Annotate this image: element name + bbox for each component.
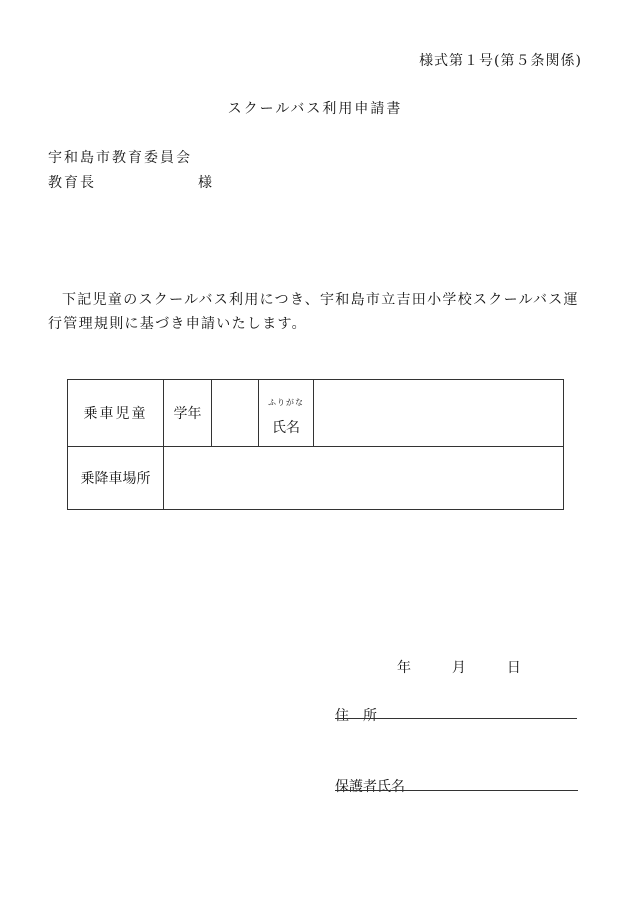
date-month: 月 — [451, 660, 466, 676]
date-day: 日 — [506, 660, 521, 676]
form-number: 様式第１号(第５条関係) — [419, 53, 582, 69]
recipient-title: 教育長 — [48, 175, 96, 191]
stop-label-cell — [68, 447, 164, 510]
name-input-cell[interactable] — [314, 380, 564, 447]
name-label: 氏名 — [272, 420, 300, 436]
furigana-label: ふりがな — [268, 398, 304, 407]
name-label-cell — [259, 380, 314, 447]
grade-label: 学年 — [173, 406, 202, 422]
recipient-honorific: 様 — [198, 175, 212, 191]
table-row — [68, 447, 564, 510]
table-row — [68, 380, 564, 447]
stop-label: 乗降車場所 — [80, 471, 151, 487]
date-year: 年 — [397, 660, 411, 676]
guardian-name-label: 保護者氏名 — [335, 779, 405, 795]
stop-input-cell[interactable] — [164, 447, 564, 510]
date-line — [397, 657, 521, 677]
grade-label-cell — [164, 380, 212, 447]
passenger-label: 乗車児童 — [83, 406, 148, 422]
application-table — [67, 379, 564, 510]
recipient-organization: 宇和島市教育委員会 — [48, 150, 192, 166]
address-label: 住 所 — [335, 708, 377, 724]
address-field-line[interactable] — [335, 718, 577, 719]
application-statement: 下記児童のスクールバス利用につき、宇和島市立吉田小学校スクールバス運行管理規則に基づき申請いたします。 — [48, 292, 579, 332]
document-title: スクールバス利用申請書 — [227, 101, 403, 117]
guardian-name-field-line[interactable] — [335, 790, 578, 791]
grade-input-cell[interactable] — [212, 380, 259, 447]
passenger-label-cell — [68, 380, 164, 447]
